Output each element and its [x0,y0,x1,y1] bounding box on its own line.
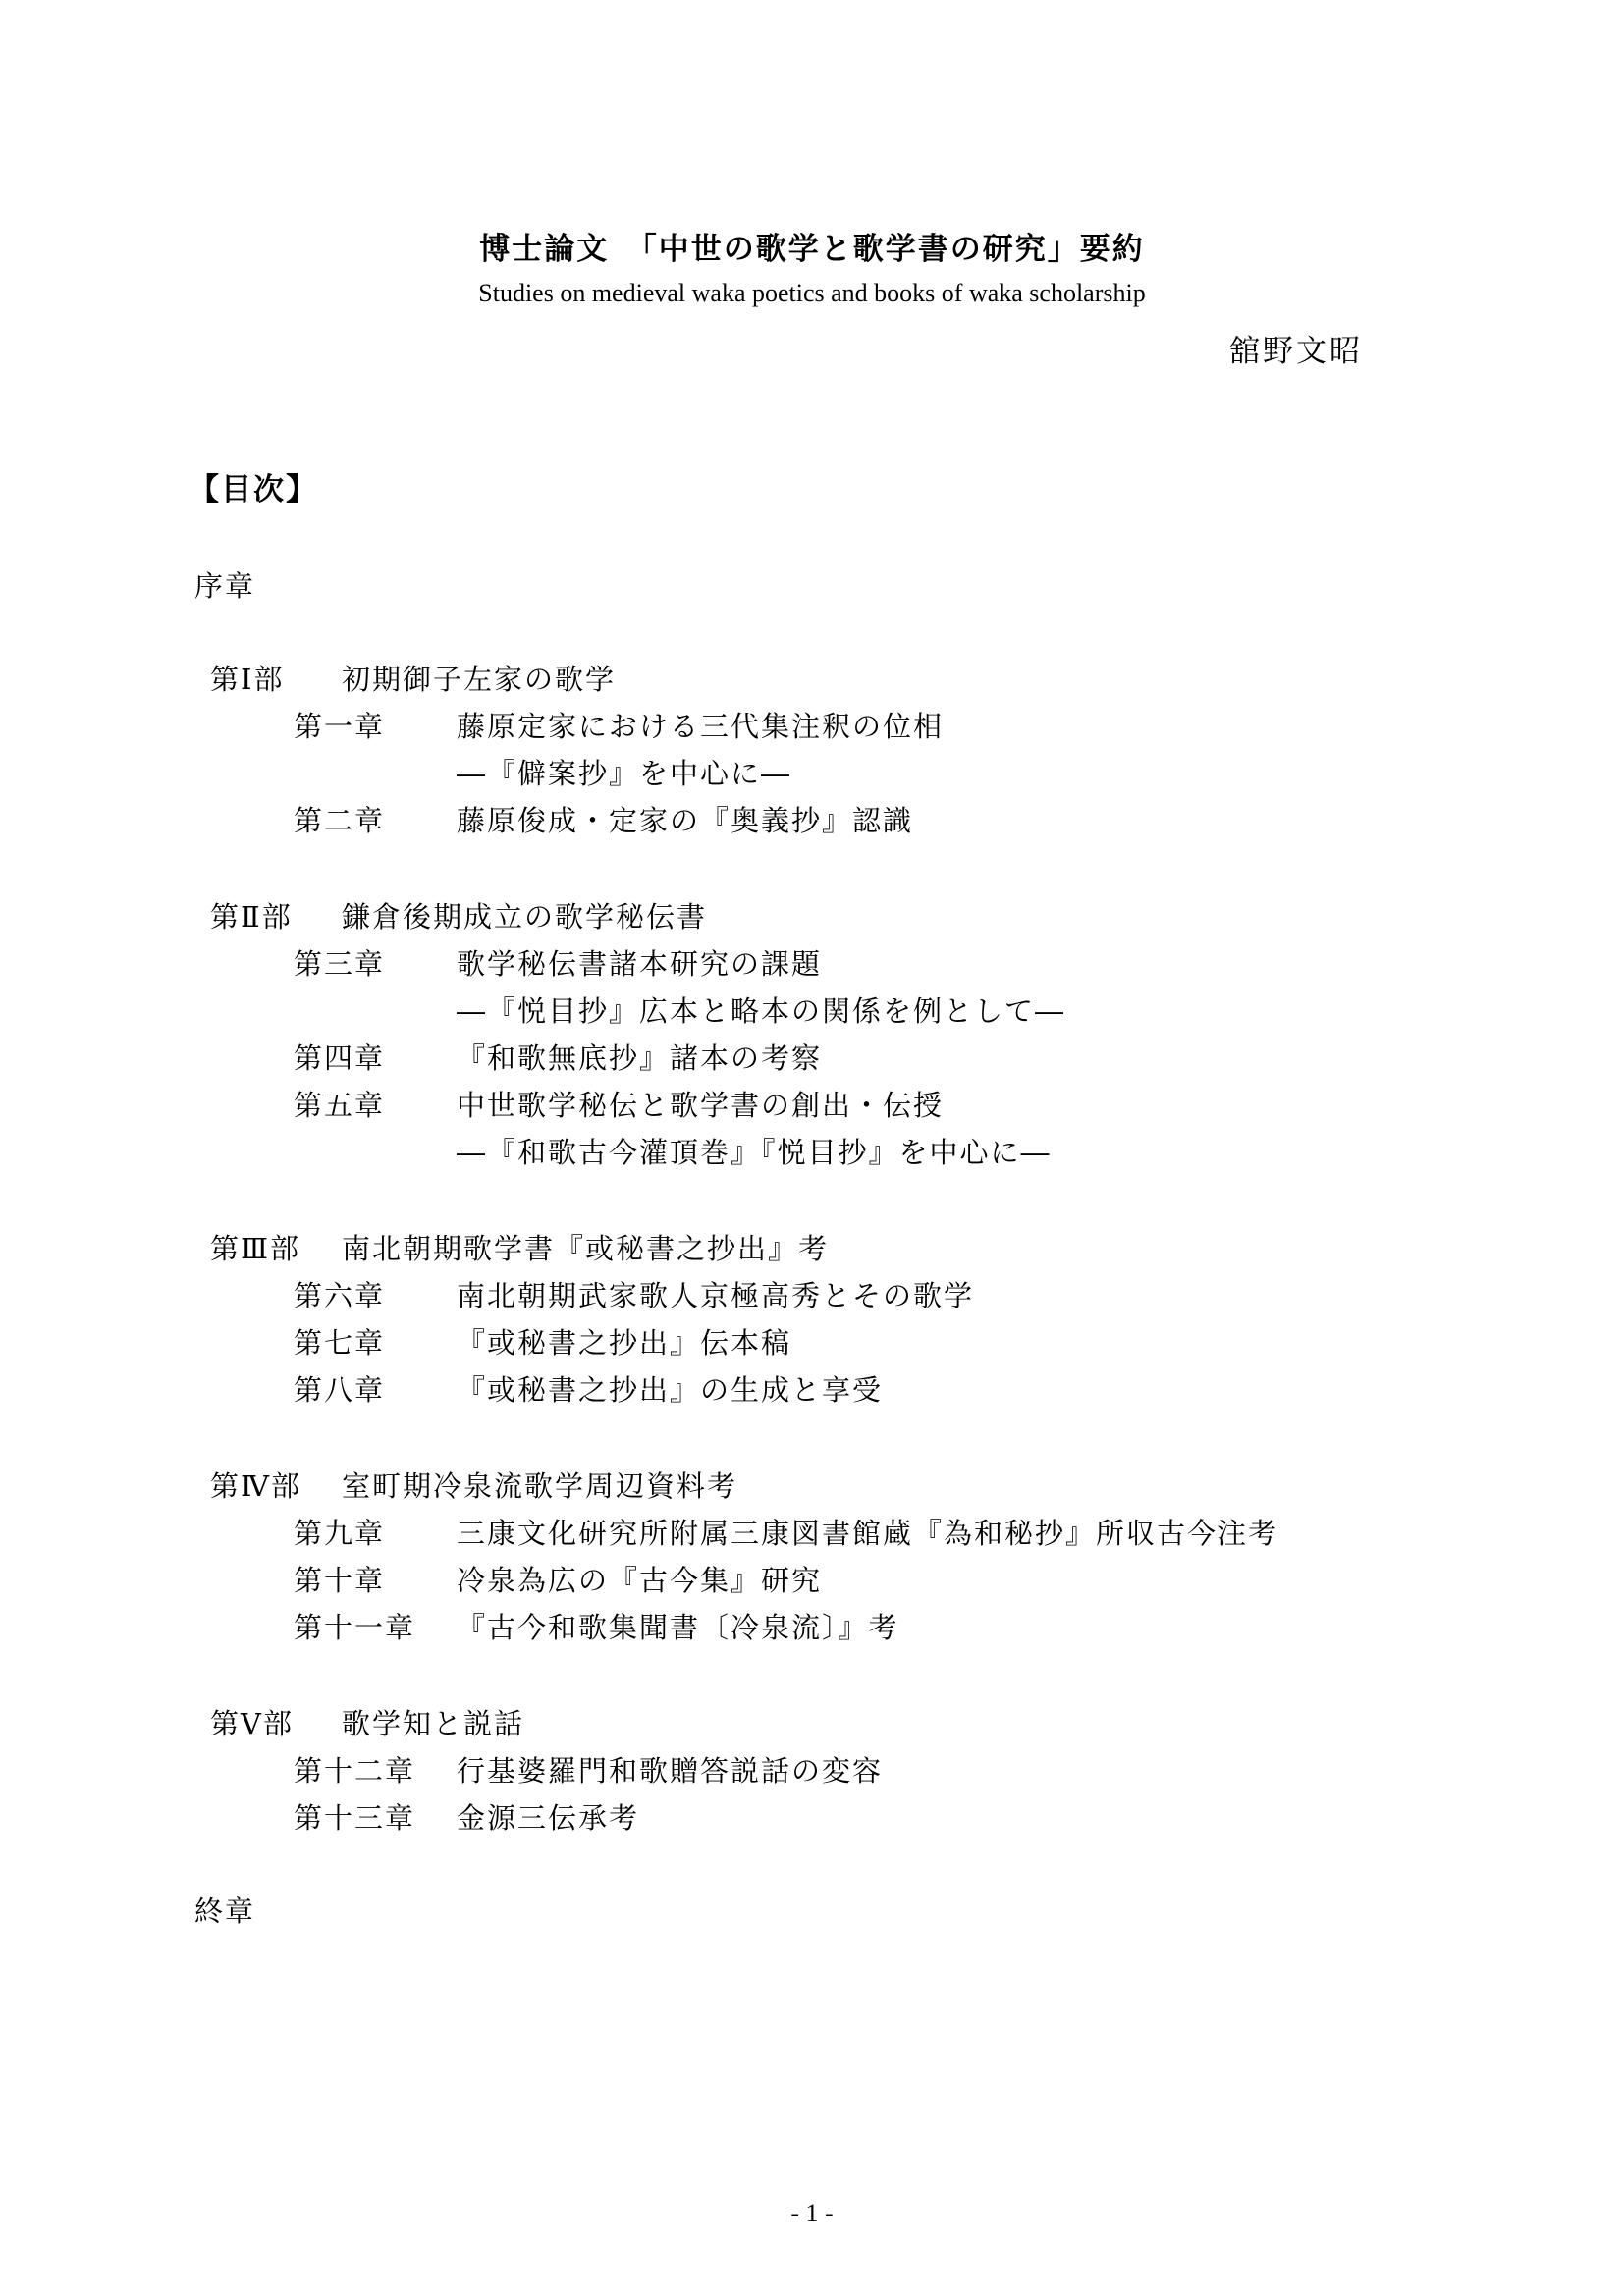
chapter-number: 第七章 [294,1326,386,1360]
toc-outro: 終章 [194,1895,256,1928]
part-number: 第Ⅱ部 [210,900,293,934]
part-title: 南北朝期歌学書『或秘書之抄出』考 [342,1232,830,1265]
part-title: 鎌倉後期成立の歌学秘伝書 [342,900,708,934]
document-title: 博士論文 「中世の歌学と歌学書の研究」要約 [479,232,1145,267]
chapter-title: 『古今和歌集聞書〔冷泉流〕』考 [457,1611,899,1644]
toc-heading: 【目次】 [189,472,318,507]
chapter-number: 第一章 [294,710,386,743]
chapter-title: 藤原俊成・定家の『奥義抄』認識 [457,804,914,837]
chapter-number: 第四章 [294,1041,386,1075]
chapter-title: 冷泉為広の『古今集』研究 [457,1564,823,1597]
chapter-number: 第八章 [294,1373,386,1407]
chapter-number: 第十三章 [294,1801,416,1835]
part-number: 第Ⅰ部 [210,663,285,696]
toc-intro: 序章 [194,569,256,603]
chapter-title: 藤原定家における三代集注釈の位相 [457,710,945,743]
chapter-title: 歌学秘伝書諸本研究の課題 [457,947,823,981]
part-title: 歌学知と説話 [342,1707,525,1740]
chapter-subtitle: ―『悦目抄』広本と略本の関係を例として― [457,994,1066,1028]
part-title: 室町期冷泉流歌学周辺資料考 [342,1469,738,1503]
chapter-title: 『或秘書之抄出』伝本稿 [457,1326,792,1360]
chapter-number: 第二章 [294,804,386,837]
chapter-title: 行基婆羅門和歌贈答説話の変容 [457,1754,884,1788]
chapter-title: 南北朝期武家歌人京極高秀とその歌学 [457,1279,975,1312]
part-number: 第Ⅴ部 [210,1707,294,1740]
chapter-title: 中世歌学秘伝と歌学書の創出・伝授 [457,1089,945,1122]
chapter-title: 三康文化研究所附属三康図書館蔵『為和秘抄』所収古今注考 [457,1517,1279,1550]
chapter-subtitle: ―『和歌古今灌頂巻』『悦目抄』を中心に― [457,1136,1052,1169]
chapter-title: 『或秘書之抄出』の生成と享受 [457,1373,884,1407]
chapter-subtitle: ―『僻案抄』を中心に― [457,757,792,790]
chapter-number: 第六章 [294,1279,386,1312]
part-number: 第Ⅳ部 [210,1469,301,1503]
chapter-number: 第十二章 [294,1754,416,1788]
document-subtitle: Studies on medieval waka poetics and books of waka scholarship [478,279,1146,307]
chapter-title: 金源三伝承考 [457,1801,640,1835]
chapter-number: 第十一章 [294,1611,416,1644]
author-name: 舘野文昭 [1229,334,1363,369]
chapter-number: 第五章 [294,1089,386,1122]
chapter-number: 第九章 [294,1517,386,1550]
part-number: 第Ⅲ部 [210,1232,300,1265]
page-number: - 1 - [790,2199,834,2227]
chapter-number: 第十章 [294,1564,386,1597]
chapter-number: 第三章 [294,947,386,981]
part-title: 初期御子左家の歌学 [342,663,617,696]
chapter-title: 『和歌無底抄』諸本の考察 [457,1041,823,1075]
